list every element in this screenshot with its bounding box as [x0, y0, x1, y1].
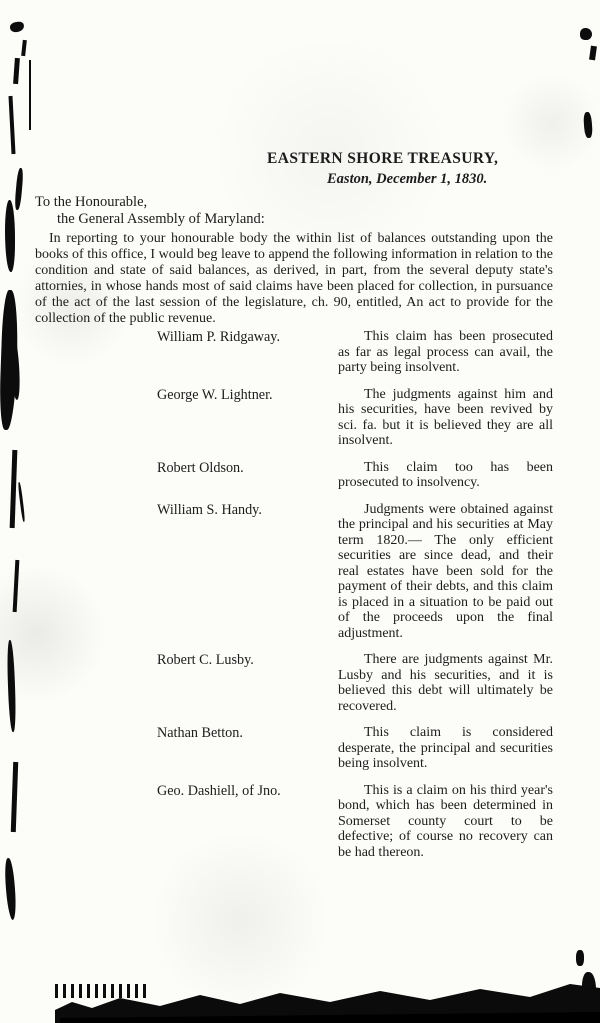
scan-artifact-left: [5, 200, 15, 272]
scan-artifact-right: [583, 112, 593, 138]
scan-artifact-left: [14, 168, 24, 210]
scan-artifact-left: [13, 58, 20, 84]
scan-artifact-top-left: [9, 21, 24, 33]
claims-list: [35, 329, 553, 860]
claimant-name: Nathan Betton.: [157, 725, 243, 741]
scan-artifact-left: [11, 762, 18, 832]
claim-note: This claim has been prosecuted as far as legal process can avail, the party being insolvent.: [338, 329, 553, 375]
scan-artifact-left: [3, 858, 17, 921]
claim-note: This claim too has been prosecuted to insolvency.: [338, 459, 553, 490]
claim-note: This is a claim on his third year's bond, which has been determined in Somerset county court to be defective; of course no recovery can be had thereon.: [338, 782, 553, 860]
claimant-name: Robert C. Lusby.: [157, 652, 254, 668]
scan-artifact-left: [8, 96, 15, 154]
claim-note: There are judgments against Mr. Lusby and his securities, and it is believed this debt will ultimately be recovered.: [338, 652, 553, 714]
claim-entry: [35, 387, 553, 449]
scan-artifact-top-right: [580, 28, 592, 40]
document-title: EASTERN SHORE TREASURY,: [267, 150, 499, 167]
claim-note: Judgments were obtained against the principal and his securities at May term 1820.— The only efficient securities are since dead, and their real estates have been sold for the payment of their debts, and this claim is placed in a situation to be paid out of the proceeds upon the final adjustment.: [338, 501, 553, 641]
scan-artifact-left: [29, 60, 31, 130]
claim-entry: [35, 725, 553, 772]
claim-entry: [35, 329, 553, 376]
claim-entry: [35, 783, 553, 861]
claimant-name: William S. Handy.: [157, 501, 262, 518]
scan-artifact-bottom-band: [0, 978, 600, 1023]
scan-artifact-top-right: [589, 46, 597, 61]
salutation-line-2: the General Assembly of Maryland:: [57, 211, 265, 227]
claimant-name: William P. Ridgaway.: [157, 329, 281, 345]
claim-note: The judgments against him and his securities, have been revived by sci. fa. but it is believed they are all insolvent.: [338, 386, 553, 448]
claim-entry: [35, 460, 553, 491]
document-dateline: Easton, December 1, 1830.: [327, 171, 488, 187]
intro-paragraph: In reporting to your honourable body the within list of balances outstanding upon the books of this office, I would beg leave to append the following information in relation to the condition and state of said balances, as derived, in part, from the several deputy state's attornies, in whose hands most of said claims have been placed for collection, in pursuance of the act of the last session of the legislature, ch. 90, entitled, An act to provide for the collection of the public revenue.: [35, 231, 553, 326]
salutation-line-1: To the Honourable,: [35, 194, 148, 210]
scan-artifact-left: [6, 640, 16, 732]
scan-artifact-left: [18, 482, 26, 522]
salutation: [35, 194, 553, 228]
claim-note: This claim is considered desperate, the principal and securities being insolvent.: [338, 725, 553, 771]
claim-entry: [35, 652, 553, 714]
scan-artifact-left: [13, 560, 20, 612]
claimant-name: Geo. Dashiell, of Jno.: [157, 782, 281, 799]
claimant-name: George W. Lightner.: [157, 386, 273, 403]
claimant-name: Robert Oldson.: [157, 459, 244, 476]
scan-artifact-right: [576, 950, 584, 966]
scan-artifact-left: [10, 450, 18, 528]
document-content: [35, 150, 553, 871]
claim-entry: [35, 502, 553, 642]
scan-artifact-left: [21, 40, 27, 56]
